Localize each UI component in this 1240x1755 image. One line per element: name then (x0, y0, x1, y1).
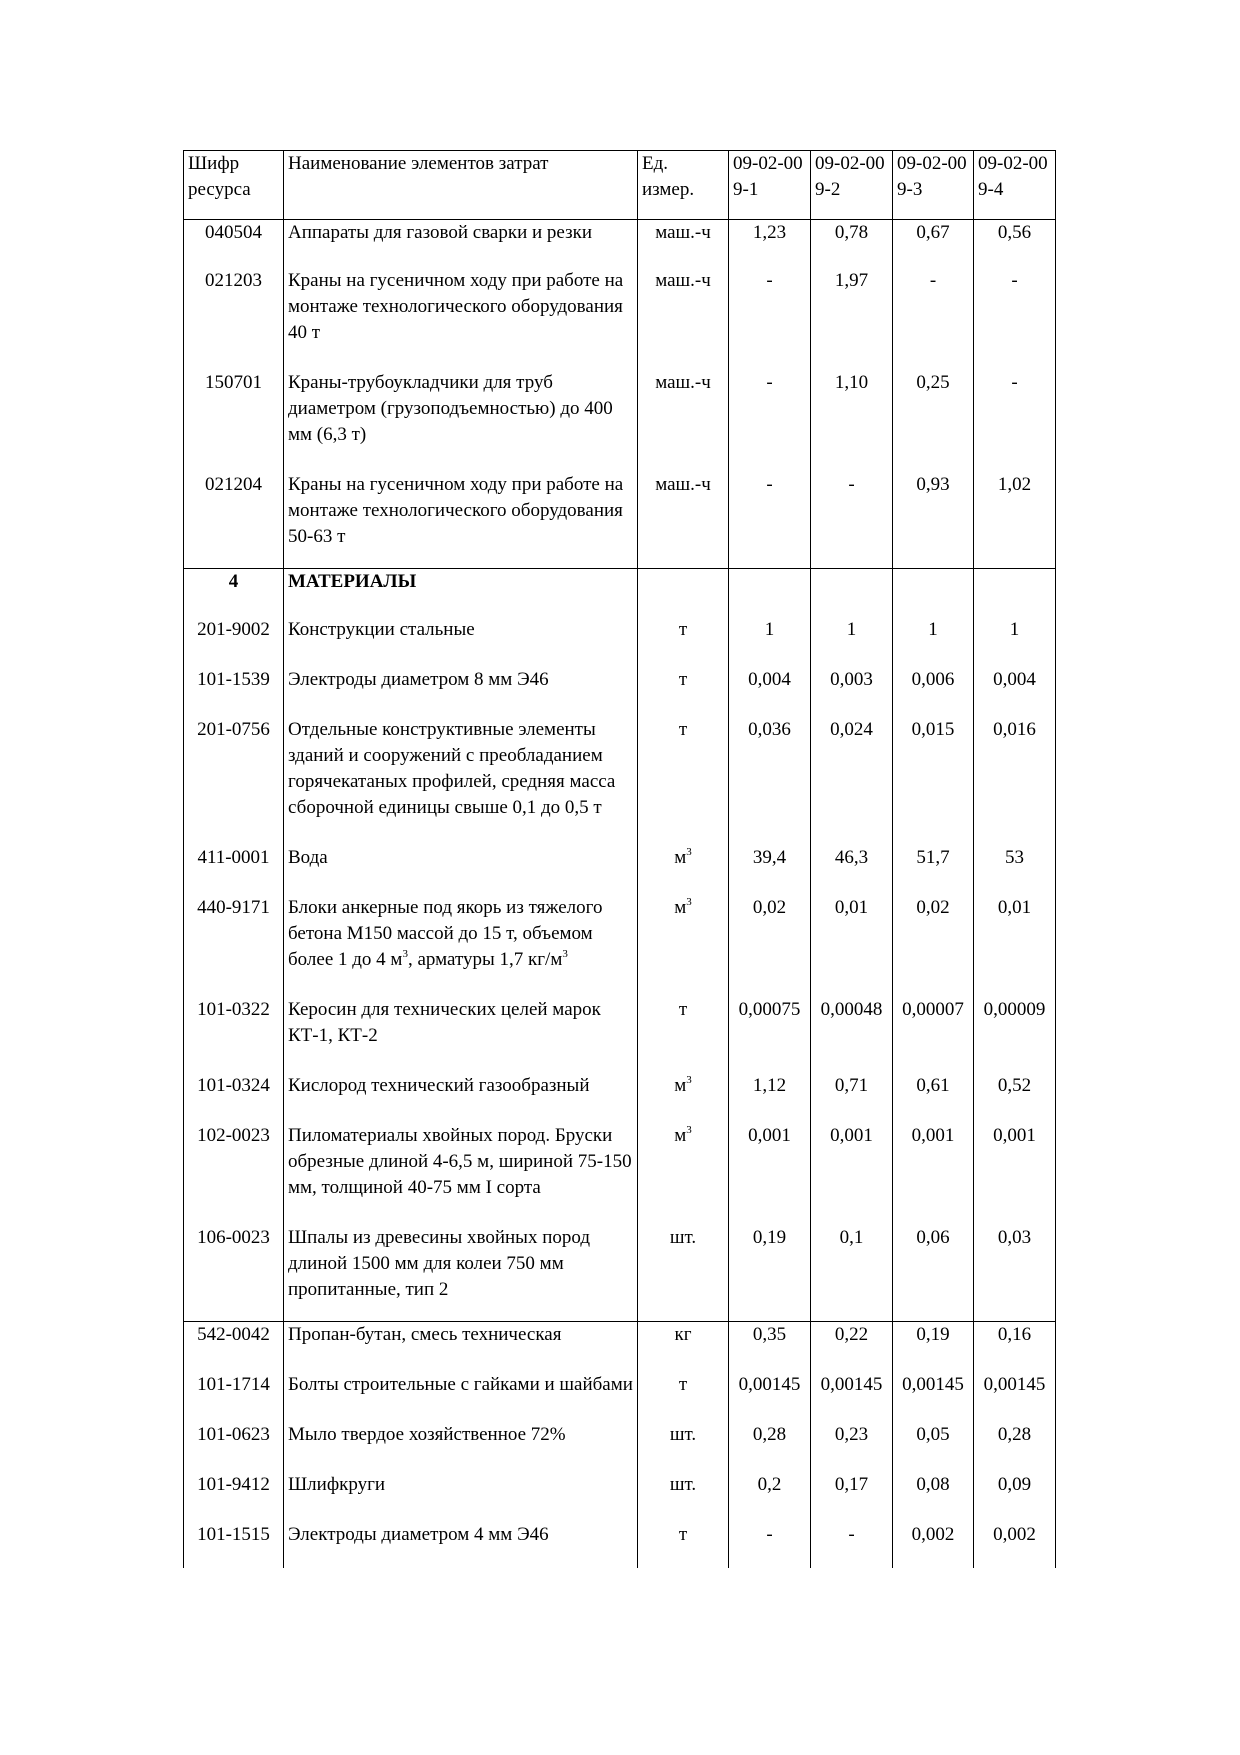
name-part-b: , арматуры 1,7 кг/м (407, 949, 563, 970)
table-row (184, 1516, 1056, 1568)
row-unit: кг (638, 1322, 729, 1367)
header-code: Шифр ресурса (184, 151, 284, 220)
row-value-1: 0,001 (729, 1117, 811, 1219)
table-row (184, 364, 1056, 466)
row-code: 101-9412 (184, 1466, 284, 1516)
row-unit (638, 1067, 729, 1117)
unit-superscript: 3 (686, 1074, 692, 1086)
row-value-2: 0,00145 (811, 1366, 893, 1416)
row-value-1: 39,4 (729, 839, 811, 889)
row-code: 201-9002 (184, 611, 284, 661)
row-value-1: 0,35 (729, 1322, 811, 1367)
row-name (284, 889, 638, 991)
row-unit: т (638, 1366, 729, 1416)
row-value-3: 0,02 (893, 889, 974, 991)
row-value-1: - (729, 262, 811, 364)
row-value-2: 0,17 (811, 1466, 893, 1516)
row-unit: т (638, 711, 729, 839)
row-value-3: 0,002 (893, 1516, 974, 1568)
row-value-4: 0,09 (974, 1466, 1056, 1516)
row-code: 150701 (184, 364, 284, 466)
name-part-a: Блоки анкерные под якорь из тяжелого бетона М150 массой до 15 т, объемом более 1 до 4 м (288, 897, 603, 970)
table-row (184, 611, 1056, 661)
row-code: 201-0756 (184, 711, 284, 839)
row-value-3: 0,001 (893, 1117, 974, 1219)
row-value-4: - (974, 262, 1056, 364)
row-name: Электроды диаметром 4 мм Э46 (284, 1516, 638, 1568)
table-row (184, 1219, 1056, 1322)
row-unit: т (638, 611, 729, 661)
row-unit: шт. (638, 1219, 729, 1322)
row-name: Вода (284, 839, 638, 889)
row-name: Краны-трубоукладчики для труб диаметром (грузоподъемностью) до 400 мм (6,3 т) (284, 364, 638, 466)
row-unit: т (638, 661, 729, 711)
row-value-3: 51,7 (893, 839, 974, 889)
row-code: 040504 (184, 220, 284, 263)
unit-base: м (674, 847, 687, 868)
row-value-1: 0,00075 (729, 991, 811, 1067)
row-code: 101-0324 (184, 1067, 284, 1117)
row-code: 101-1714 (184, 1366, 284, 1416)
header-col-1: 09-02-009-1 (729, 151, 811, 220)
row-value-3: 0,05 (893, 1416, 974, 1466)
row-value-1: 0,00145 (729, 1366, 811, 1416)
row-name: Краны на гусеничном ходу при работе на монтаже технологического оборудования 50-63 т (284, 466, 638, 569)
row-value-4: 0,001 (974, 1117, 1056, 1219)
row-value-3: 0,93 (893, 466, 974, 569)
row-name: Аппараты для газовой сварки и резки (284, 220, 638, 263)
row-value-2: 0,71 (811, 1067, 893, 1117)
row-value-2: 0,001 (811, 1117, 893, 1219)
table-row (184, 466, 1056, 569)
row-value-4: 0,002 (974, 1516, 1056, 1568)
row-value-1: 0,004 (729, 661, 811, 711)
header-unit: Ед. измер. (638, 151, 729, 220)
empty-cell (974, 569, 1056, 612)
row-name: Краны на гусеничном ходу при работе на монтаже технологического оборудования 40 т (284, 262, 638, 364)
row-value-2: 1,97 (811, 262, 893, 364)
row-value-2: 0,003 (811, 661, 893, 711)
row-value-1: - (729, 1516, 811, 1568)
row-value-2: - (811, 1516, 893, 1568)
row-value-4: 0,03 (974, 1219, 1056, 1322)
row-value-4: 0,00145 (974, 1366, 1056, 1416)
header-col-2: 09-02-009-2 (811, 151, 893, 220)
row-value-2: 0,22 (811, 1322, 893, 1367)
row-unit: маш.-ч (638, 466, 729, 569)
row-value-1: 0,19 (729, 1219, 811, 1322)
row-code: 101-0623 (184, 1416, 284, 1466)
row-value-4: 0,52 (974, 1067, 1056, 1117)
row-name: Отдельные конструктивные элементы зданий и сооружений с преобладанием горячекатаных профилей, средняя масса сборочной единицы свыше 0,1 до 0,5 т (284, 711, 638, 839)
row-value-1: 1,12 (729, 1067, 811, 1117)
row-value-1: 1,23 (729, 220, 811, 263)
row-code: 101-0322 (184, 991, 284, 1067)
row-unit: шт. (638, 1416, 729, 1466)
section-row (184, 569, 1056, 612)
row-value-3: 0,19 (893, 1322, 974, 1367)
row-value-4: 1,02 (974, 466, 1056, 569)
row-name: Электроды диаметром 8 мм Э46 (284, 661, 638, 711)
row-code: 440-9171 (184, 889, 284, 991)
row-value-4: 0,16 (974, 1322, 1056, 1367)
row-name: Шпалы из древесины хвойных пород длиной 1500 мм для колеи 750 мм пропитанные, тип 2 (284, 1219, 638, 1322)
row-unit (638, 839, 729, 889)
name-superscript-1: 3 (402, 948, 408, 960)
row-name: Мыло твердое хозяйственное 72% (284, 1416, 638, 1466)
row-name: Шлифкруги (284, 1466, 638, 1516)
empty-cell (729, 569, 811, 612)
table-row (184, 220, 1056, 263)
row-unit: маш.-ч (638, 364, 729, 466)
row-value-2: 0,23 (811, 1416, 893, 1466)
row-value-3: 0,015 (893, 711, 974, 839)
row-value-1: - (729, 466, 811, 569)
row-value-3: 0,61 (893, 1067, 974, 1117)
unit-superscript: 3 (686, 846, 692, 858)
row-code: 021203 (184, 262, 284, 364)
row-value-3: 0,006 (893, 661, 974, 711)
header-col-4: 09-02-009-4 (974, 151, 1056, 220)
row-value-4: 0,28 (974, 1416, 1056, 1466)
row-value-1: - (729, 364, 811, 466)
row-value-2: 0,78 (811, 220, 893, 263)
row-code: 021204 (184, 466, 284, 569)
row-unit: маш.-ч (638, 220, 729, 263)
resource-cost-table (183, 150, 1056, 1568)
row-value-1: 0,2 (729, 1466, 811, 1516)
table-row (184, 661, 1056, 711)
row-unit: маш.-ч (638, 262, 729, 364)
row-unit: т (638, 991, 729, 1067)
section-title: МАТЕРИАЛЫ (284, 569, 638, 612)
row-value-4: - (974, 364, 1056, 466)
empty-cell (893, 569, 974, 612)
row-value-4: 0,00009 (974, 991, 1056, 1067)
row-value-3: 0,08 (893, 1466, 974, 1516)
row-name: Пропан-бутан, смесь техническая (284, 1322, 638, 1367)
empty-cell (811, 569, 893, 612)
header-name: Наименование элементов затрат (284, 151, 638, 220)
table-row (184, 1322, 1056, 1367)
unit-base: м (674, 1075, 687, 1096)
row-value-4: 0,004 (974, 661, 1056, 711)
row-value-4: 0,016 (974, 711, 1056, 839)
table-row (184, 1366, 1056, 1416)
row-value-3: 1 (893, 611, 974, 661)
row-name: Керосин для технических целей марок КТ-1, КТ-2 (284, 991, 638, 1067)
row-name: Болты строительные с гайками и шайбами (284, 1366, 638, 1416)
row-value-2: 1,10 (811, 364, 893, 466)
table-row (184, 1067, 1056, 1117)
unit-superscript: 3 (686, 1124, 692, 1136)
row-value-3: 0,00007 (893, 991, 974, 1067)
row-value-4: 0,01 (974, 889, 1056, 991)
header-row (184, 151, 1056, 220)
row-value-2: 0,024 (811, 711, 893, 839)
row-value-4: 53 (974, 839, 1056, 889)
row-code: 101-1539 (184, 661, 284, 711)
table-row (184, 1117, 1056, 1219)
row-value-3: 0,06 (893, 1219, 974, 1322)
row-value-2: - (811, 466, 893, 569)
row-value-1: 0,28 (729, 1416, 811, 1466)
row-value-3: 0,00145 (893, 1366, 974, 1416)
row-value-3: 0,25 (893, 364, 974, 466)
row-value-2: 46,3 (811, 839, 893, 889)
unit-base: м (674, 1125, 687, 1146)
table-row (184, 1416, 1056, 1466)
row-name: Кислород технический газообразный (284, 1067, 638, 1117)
empty-cell (638, 569, 729, 612)
table-row (184, 991, 1056, 1067)
row-value-3: - (893, 262, 974, 364)
row-value-1: 0,02 (729, 889, 811, 991)
row-unit (638, 1117, 729, 1219)
table-row (184, 839, 1056, 889)
row-code: 101-1515 (184, 1516, 284, 1568)
row-value-1: 0,036 (729, 711, 811, 839)
section-number: 4 (184, 569, 284, 612)
row-value-2: 1 (811, 611, 893, 661)
row-value-3: 0,67 (893, 220, 974, 263)
unit-superscript: 3 (686, 896, 692, 908)
table-row (184, 262, 1056, 364)
table-header (184, 151, 1056, 220)
row-code: 411-0001 (184, 839, 284, 889)
table-row (184, 711, 1056, 839)
row-value-4: 0,56 (974, 220, 1056, 263)
row-unit: шт. (638, 1466, 729, 1516)
row-value-1: 1 (729, 611, 811, 661)
name-superscript-2: 3 (562, 948, 568, 960)
table-row (184, 1466, 1056, 1516)
row-code: 542-0042 (184, 1322, 284, 1367)
row-code: 106-0023 (184, 1219, 284, 1322)
row-unit: т (638, 1516, 729, 1568)
row-name: Конструкции стальные (284, 611, 638, 661)
row-value-2: 0,1 (811, 1219, 893, 1322)
row-code: 102-0023 (184, 1117, 284, 1219)
row-name: Пиломатериалы хвойных пород. Бруски обрезные длиной 4-6,5 м, шириной 75-150 мм, толщиной 40-75 мм I сорта (284, 1117, 638, 1219)
header-col-3: 09-02-009-3 (893, 151, 974, 220)
row-value-4: 1 (974, 611, 1056, 661)
row-value-2: 0,01 (811, 889, 893, 991)
table-body (184, 220, 1056, 1569)
table-row (184, 889, 1056, 991)
row-unit (638, 889, 729, 991)
unit-base: м (674, 897, 687, 918)
row-value-2: 0,00048 (811, 991, 893, 1067)
